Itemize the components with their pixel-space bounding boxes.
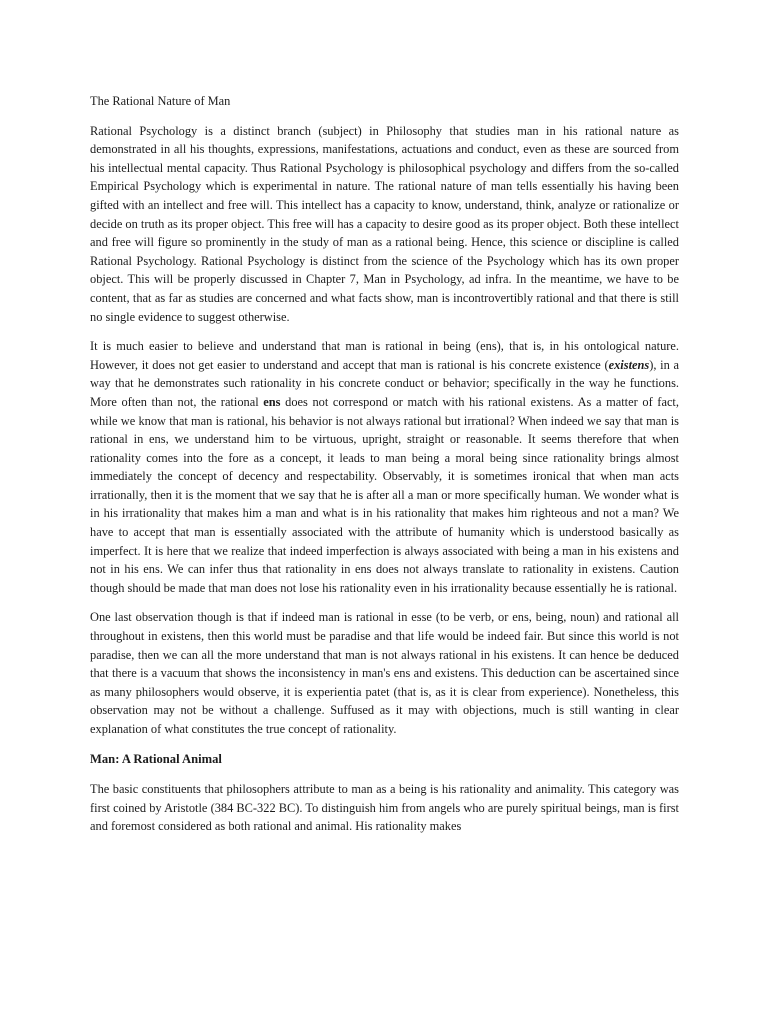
paragraph-rational-psychology: Rational Psychology is a distinct branch (subject) in Philosophy that studies man in his rational nature as demonstrated in all his thoughts, expressions, manifestations, actuations and conduct, even as these are sourced from his intellectual mental capacity. Thus Rational Psychology is philosophical psychology and differs from the so-called Empirical Psychology which is experimental in nature. The rational nature of man tells essentially his having been gifted with an intellect and free will. This intellect has a capacity to know, understand, think, analyze or rationalize or decide on truth as its proper object. This free will has a capacity to desire good as its proper object. Both these intellect and free will figure so prominently in the study of man as a rational being. Hence, this science or discipline is called Rational Psychology. Rational Psychology is distinct from the science of the Psychology which has its own proper object. This will be properly discussed in Chapter 7, Man in Psychology, ad infra. In the meantime, we have to be content, that as far as studies are concerned and what facts show, man is incontrovertibly rational and that there is still no single evidence to suggest otherwise. — [90, 123, 679, 324]
section-heading: Man: A Rational Animal — [90, 751, 222, 766]
paragraph-text: ), in a way that he demonstrates such rationality in his concrete conduct or behavior; specifically in the way he functions. More often than not, the rational — [90, 357, 680, 409]
paragraph-text: It is much easier to believe and understand that man is rational in being (ens), that is, in his ontological nature. However, it does not get easier to understand and accept that man is rational is his concrete existence ( — [90, 339, 679, 372]
paragraph-last-observation: One last observation though is that if indeed man is rational in esse (to be verb, or ens, being, noun) and rational all throughout in existens, then this world must be paradise and that life would be indeed fair. But since this world is not paradise, then we can all the more understand that man is not always rational in his existens. It can hence be deduced that there is a vacuum that shows the inconsistency in man's ens and existens. This deduction can be ascertained since as many philosophers would observe, it is experientia patet (that is, as it is clear from experience). Nonetheless, this observation may not be without a challenge. Suffused as it may with objections, much is still wanting in clear explanation of what constitutes the true concept of rationality. — [90, 610, 679, 736]
paragraph-text: does not correspond or match with his rational existens. As a matter of fact, while we know that man is rational, his behavior is not always rational but irrational? When indeed we say that man is rational in ens, we understand him to be virtuous, upright, straight or reasonable. It seems therefore that when rationality comes into the fore as a concept, it leads to man being a moral being since rationality brings almost immediately the concept of decency and respectability. Observably, it is sometimes ironical that when man acts irrationally, then it is the moment that we say that he is after all a man or more specifically human. We wonder what is in his irrationality that makes him a man and what is in his rationality that makes him righteous and not a man? We have to accept that man is essentially associated with the attribute of humanity which is understood basically as imperfect. It is here that we realize that indeed imperfection is always associated with being a man in his existens and not in his ens. We can infer thus that rationality in ens does not always translate to rationality in existens. Caution though should be made that man does not lose his rationality even in his irrationality because essentially he is rational. — [90, 394, 679, 595]
document-title: The Rational Nature of Man — [90, 94, 231, 108]
paragraph-ens-existens — [90, 337, 679, 597]
term-ens: ens — [263, 394, 281, 409]
term-existens: existens — [608, 357, 650, 372]
paragraph-rational-animal: The basic constituents that philosophers attribute to man as a being is his rationality and animality. This category was first coined by Aristotle (384 BC-322 BC). To distinguish him from angels who are purely spiritual beings, man is first and foremost considered as both rational and animal. His rationality makes — [90, 782, 679, 834]
document-page — [90, 92, 679, 847]
